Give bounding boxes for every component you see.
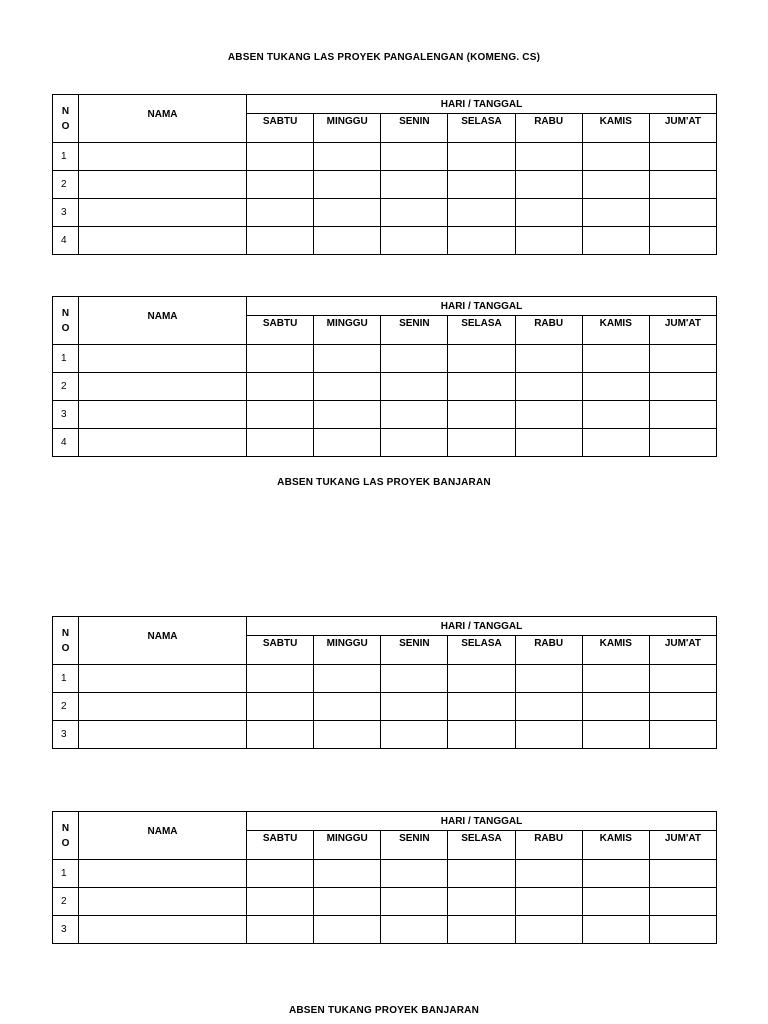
- day-cell[interactable]: [515, 665, 582, 693]
- nama-cell[interactable]: [79, 373, 247, 401]
- header-no-line1: N: [61, 105, 70, 117]
- row-number: 2: [53, 171, 79, 199]
- day-cell[interactable]: [247, 227, 314, 255]
- day-cell[interactable]: [515, 401, 582, 429]
- day-cell[interactable]: [314, 373, 381, 401]
- day-cell[interactable]: [515, 429, 582, 457]
- header-day-sabtu: SABTU: [247, 831, 314, 860]
- day-cell[interactable]: [247, 429, 314, 457]
- day-cell[interactable]: [314, 665, 381, 693]
- header-day-senin: SENIN: [381, 114, 448, 143]
- day-cell[interactable]: [448, 860, 515, 888]
- heading-pangalengan: ABSEN TUKANG LAS PROYEK PANGALENGAN (KOMENG. CS): [227, 52, 541, 63]
- header-nama: NAMA: [79, 297, 247, 345]
- row-number: 1: [53, 345, 79, 373]
- row-number: 2: [53, 373, 79, 401]
- nama-cell[interactable]: [79, 345, 247, 373]
- header-no: [53, 812, 79, 860]
- header-no-line2: O: [61, 642, 70, 654]
- header-day-senin: SENIN: [381, 316, 448, 345]
- day-cell[interactable]: [247, 888, 314, 916]
- day-cell[interactable]: [515, 143, 582, 171]
- day-cell[interactable]: [381, 860, 448, 888]
- day-cell[interactable]: [448, 199, 515, 227]
- table-row: [53, 721, 717, 749]
- header-day-rabu: RABU: [515, 636, 582, 665]
- day-cell[interactable]: [448, 143, 515, 171]
- header-day-rabu: RABU: [515, 114, 582, 143]
- day-cell[interactable]: [649, 143, 716, 171]
- day-cell[interactable]: [247, 171, 314, 199]
- day-cell[interactable]: [314, 345, 381, 373]
- day-cell[interactable]: [582, 373, 649, 401]
- day-cell[interactable]: [649, 227, 716, 255]
- header-day-minggu: MINGGU: [314, 114, 381, 143]
- day-cell[interactable]: [582, 916, 649, 944]
- day-cell[interactable]: [314, 721, 381, 749]
- header-day-rabu: RABU: [515, 316, 582, 345]
- table-row: [53, 199, 717, 227]
- day-cell[interactable]: [515, 171, 582, 199]
- day-cell[interactable]: [247, 693, 314, 721]
- day-cell[interactable]: [649, 693, 716, 721]
- table-row: [53, 143, 717, 171]
- nama-cell[interactable]: [79, 143, 247, 171]
- table-row: [53, 916, 717, 944]
- header-nama: NAMA: [79, 617, 247, 665]
- row-number: 2: [53, 888, 79, 916]
- day-cell[interactable]: [448, 721, 515, 749]
- day-cell[interactable]: [247, 721, 314, 749]
- day-cell[interactable]: [448, 373, 515, 401]
- header-day-selasa: SELASA: [448, 114, 515, 143]
- day-cell[interactable]: [582, 199, 649, 227]
- day-cell[interactable]: [582, 345, 649, 373]
- day-cell[interactable]: [582, 401, 649, 429]
- day-cell[interactable]: [247, 916, 314, 944]
- row-number: 3: [53, 721, 79, 749]
- header-day-jumat: JUM'AT: [649, 114, 716, 143]
- day-cell[interactable]: [582, 143, 649, 171]
- header-hari-tanggal: HARI / TANGGAL: [247, 297, 717, 316]
- day-cell[interactable]: [582, 665, 649, 693]
- header-hari-tanggal: HARI / TANGGAL: [247, 617, 717, 636]
- header-no: [53, 617, 79, 665]
- day-cell[interactable]: [582, 171, 649, 199]
- day-cell[interactable]: [448, 665, 515, 693]
- day-cell[interactable]: [515, 888, 582, 916]
- day-cell[interactable]: [247, 199, 314, 227]
- day-cell[interactable]: [314, 401, 381, 429]
- day-cell[interactable]: [247, 345, 314, 373]
- header-day-jumat: JUM'AT: [649, 316, 716, 345]
- heading-banjaran: ABSEN TUKANG PROYEK BANJARAN: [288, 1005, 480, 1016]
- header-day-kamis: KAMIS: [582, 114, 649, 143]
- row-number: 4: [53, 429, 79, 457]
- day-cell[interactable]: [582, 888, 649, 916]
- header-no-line1: N: [61, 627, 70, 639]
- header-day-selasa: SELASA: [448, 316, 515, 345]
- row-number: 3: [53, 916, 79, 944]
- day-cell[interactable]: [381, 373, 448, 401]
- day-cell[interactable]: [381, 143, 448, 171]
- header-hari-tanggal: HARI / TANGGAL: [247, 812, 717, 831]
- day-cell[interactable]: [247, 143, 314, 171]
- table-row: [53, 171, 717, 199]
- header-day-kamis: KAMIS: [582, 316, 649, 345]
- table-row: [53, 860, 717, 888]
- header-no-line2: O: [61, 322, 70, 334]
- day-cell[interactable]: [649, 171, 716, 199]
- day-cell[interactable]: [314, 916, 381, 944]
- day-cell[interactable]: [314, 227, 381, 255]
- day-cell[interactable]: [448, 171, 515, 199]
- day-cell[interactable]: [381, 665, 448, 693]
- day-cell[interactable]: [448, 227, 515, 255]
- header-day-jumat: JUM'AT: [649, 831, 716, 860]
- day-cell[interactable]: [381, 888, 448, 916]
- day-cell[interactable]: [314, 199, 381, 227]
- header-day-sabtu: SABTU: [247, 316, 314, 345]
- day-cell[interactable]: [515, 227, 582, 255]
- header-day-minggu: MINGGU: [314, 316, 381, 345]
- table-row: [53, 345, 717, 373]
- table-row: [53, 373, 717, 401]
- header-no: [53, 95, 79, 143]
- day-cell[interactable]: [515, 345, 582, 373]
- day-cell[interactable]: [515, 373, 582, 401]
- header-day-sabtu: SABTU: [247, 636, 314, 665]
- day-cell[interactable]: [314, 693, 381, 721]
- day-cell[interactable]: [314, 429, 381, 457]
- day-cell[interactable]: [247, 373, 314, 401]
- nama-cell[interactable]: [79, 401, 247, 429]
- day-cell[interactable]: [448, 401, 515, 429]
- day-cell[interactable]: [314, 143, 381, 171]
- day-cell[interactable]: [381, 401, 448, 429]
- nama-cell[interactable]: [79, 888, 247, 916]
- day-cell[interactable]: [381, 171, 448, 199]
- header-day-senin: SENIN: [381, 831, 448, 860]
- attendance-table-4: [52, 811, 717, 944]
- day-cell[interactable]: [515, 199, 582, 227]
- header-day-kamis: KAMIS: [582, 636, 649, 665]
- heading-banjaran-las: ABSEN TUKANG LAS PROYEK BANJARAN: [277, 477, 491, 488]
- day-cell[interactable]: [582, 860, 649, 888]
- nama-cell[interactable]: [79, 199, 247, 227]
- day-cell[interactable]: [314, 860, 381, 888]
- table-row: [53, 693, 717, 721]
- header-nama: NAMA: [79, 812, 247, 860]
- day-cell[interactable]: [381, 199, 448, 227]
- header-day-selasa: SELASA: [448, 636, 515, 665]
- day-cell[interactable]: [649, 429, 716, 457]
- header-no-line1: N: [61, 822, 70, 834]
- day-cell[interactable]: [649, 721, 716, 749]
- row-number: 3: [53, 199, 79, 227]
- header-day-minggu: MINGGU: [314, 636, 381, 665]
- nama-cell[interactable]: [79, 916, 247, 944]
- nama-cell[interactable]: [79, 227, 247, 255]
- day-cell[interactable]: [448, 888, 515, 916]
- day-cell[interactable]: [247, 860, 314, 888]
- day-cell[interactable]: [649, 401, 716, 429]
- row-number: 3: [53, 401, 79, 429]
- attendance-table-1: [52, 94, 717, 255]
- attendance-table-2: [52, 296, 717, 457]
- row-number: 4: [53, 227, 79, 255]
- day-cell[interactable]: [515, 860, 582, 888]
- day-cell[interactable]: [649, 199, 716, 227]
- nama-cell[interactable]: [79, 693, 247, 721]
- header-day-minggu: MINGGU: [314, 831, 381, 860]
- attendance-table-3: [52, 616, 717, 749]
- day-cell[interactable]: [582, 693, 649, 721]
- header-day-selasa: SELASA: [448, 831, 515, 860]
- row-number: 2: [53, 693, 79, 721]
- nama-cell[interactable]: [79, 860, 247, 888]
- row-number: 1: [53, 860, 79, 888]
- day-cell[interactable]: [448, 345, 515, 373]
- header-no-line1: N: [61, 307, 70, 319]
- day-cell[interactable]: [247, 401, 314, 429]
- day-cell[interactable]: [649, 665, 716, 693]
- header-no-line2: O: [61, 120, 70, 132]
- header-day-jumat: JUM'AT: [649, 636, 716, 665]
- day-cell[interactable]: [649, 916, 716, 944]
- header-no-line2: O: [61, 837, 70, 849]
- day-cell[interactable]: [649, 888, 716, 916]
- day-cell[interactable]: [515, 721, 582, 749]
- day-cell[interactable]: [314, 888, 381, 916]
- day-cell[interactable]: [649, 373, 716, 401]
- header-no: [53, 297, 79, 345]
- day-cell[interactable]: [381, 227, 448, 255]
- day-cell[interactable]: [649, 345, 716, 373]
- day-cell[interactable]: [448, 916, 515, 944]
- header-day-rabu: RABU: [515, 831, 582, 860]
- header-day-sabtu: SABTU: [247, 114, 314, 143]
- day-cell[interactable]: [381, 345, 448, 373]
- header-day-senin: SENIN: [381, 636, 448, 665]
- day-cell[interactable]: [448, 693, 515, 721]
- table-row: [53, 429, 717, 457]
- table-row: [53, 401, 717, 429]
- day-cell[interactable]: [515, 693, 582, 721]
- nama-cell[interactable]: [79, 665, 247, 693]
- day-cell[interactable]: [381, 721, 448, 749]
- nama-cell[interactable]: [79, 171, 247, 199]
- table-row: [53, 227, 717, 255]
- day-cell[interactable]: [314, 171, 381, 199]
- table-row: [53, 888, 717, 916]
- nama-cell[interactable]: [79, 721, 247, 749]
- day-cell[interactable]: [582, 429, 649, 457]
- day-cell[interactable]: [515, 916, 582, 944]
- day-cell[interactable]: [582, 227, 649, 255]
- day-cell[interactable]: [381, 693, 448, 721]
- day-cell[interactable]: [448, 429, 515, 457]
- day-cell[interactable]: [582, 721, 649, 749]
- row-number: 1: [53, 665, 79, 693]
- table-row: [53, 665, 717, 693]
- day-cell[interactable]: [381, 429, 448, 457]
- header-day-kamis: KAMIS: [582, 831, 649, 860]
- day-cell[interactable]: [649, 860, 716, 888]
- header-nama: NAMA: [79, 95, 247, 143]
- day-cell[interactable]: [381, 916, 448, 944]
- header-hari-tanggal: HARI / TANGGAL: [247, 95, 717, 114]
- day-cell[interactable]: [247, 665, 314, 693]
- row-number: 1: [53, 143, 79, 171]
- nama-cell[interactable]: [79, 429, 247, 457]
